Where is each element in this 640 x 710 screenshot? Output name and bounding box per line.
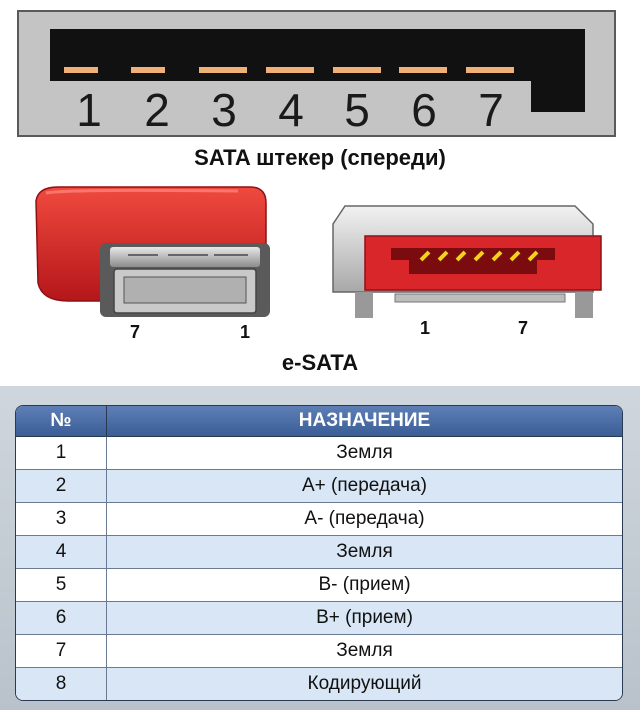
sata-plug-caption: SATA штекер (спереди) [194,145,446,170]
purpose-cell: B- (прием) [107,568,622,601]
pin-number-2: 2 [144,84,170,136]
pin-cell: 8 [16,667,107,700]
esata-socket-pin-label-left: 1 [420,318,431,338]
esata-caption: e-SATA [281,350,359,375]
contact-1 [64,67,98,73]
purpose-cell: Земля [107,535,622,568]
pin-contacts [64,67,514,73]
pin-number-5: 5 [344,84,370,136]
table-row [16,634,622,667]
esata-plug-image [28,183,288,323]
pin-cell: 1 [16,437,107,469]
purpose-cell: B+ (прием) [107,601,622,634]
table-row [16,601,622,634]
pinout-table-panel [0,386,640,710]
table-row [16,535,622,568]
contact-5 [333,67,381,73]
esata-socket-pin-label-right: 7 [518,318,529,338]
contact-2 [131,67,165,73]
table-row [16,502,622,535]
table-row [16,667,622,700]
table-row [16,437,622,469]
table-header-row [16,406,622,437]
table-row [16,469,622,502]
pin-cell: 7 [16,634,107,667]
contact-6 [399,67,447,73]
column-header-purpose: НАЗНАЧЕНИЕ [107,406,622,437]
purpose-cell: Земля [107,634,622,667]
pin-number-7: 7 [478,84,504,136]
pin-number-1: 1 [76,84,102,136]
esata-plug-pin-label-right: 1 [240,322,251,342]
table-row [16,568,622,601]
pin-cell: 5 [16,568,107,601]
pin-number-6: 6 [411,84,437,136]
esata-plug-pin-label-left: 7 [130,322,141,342]
pin-cell: 4 [16,535,107,568]
pin-cell: 2 [16,469,107,502]
pinout-table [15,405,623,701]
contact-3 [199,67,247,73]
sata-plug-front-diagram [0,0,640,142]
pin-cell: 6 [16,601,107,634]
pin-number-4: 4 [278,84,304,136]
pin-cell: 3 [16,502,107,535]
contact-4 [266,67,314,73]
purpose-cell: A- (передача) [107,502,622,535]
purpose-cell: Земля [107,437,622,469]
purpose-cell: A+ (передача) [107,469,622,502]
contact-7 [466,67,514,73]
purpose-cell: Кодирующий [107,667,622,700]
esata-socket-image [325,200,615,320]
column-header-number: № [16,406,107,437]
pin-number-3: 3 [211,84,237,136]
